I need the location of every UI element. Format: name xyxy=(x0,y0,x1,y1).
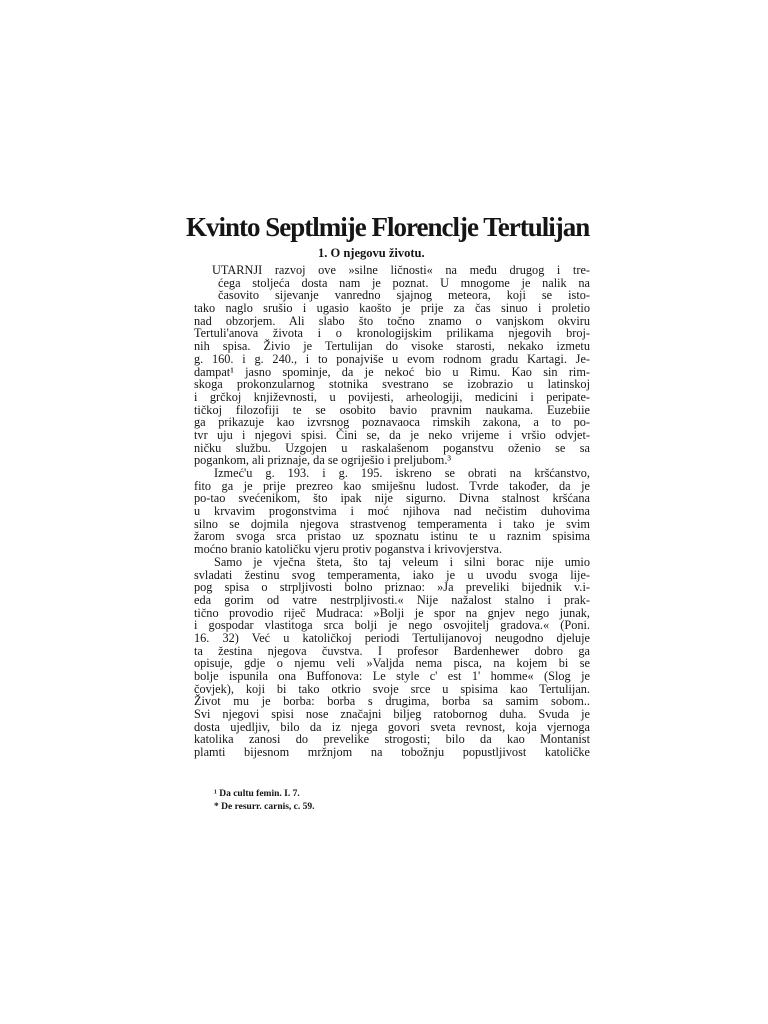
text-line: Život mu je borba: borba s drugima, borba sa samim sobom.. xyxy=(194,694,590,709)
text-line: čovjek), koji bi tako otkrio svoje srce u spisima kao Tertulijan. xyxy=(194,681,590,696)
text-line: eda gorim od vatre nestrpljivosti.« Nije nažalost stalno i prak- xyxy=(194,592,590,607)
text-line: Izmeć'u g. 193. i g. 195. iskreno se obrati na kršćanstvo, xyxy=(214,466,590,480)
text-line: i grčkoj književnosti, u povijesti, arheologiji, medicini i peripate- xyxy=(194,389,590,404)
text-line: Svi njegovi spisi nose značajni biljeg ratobornog duha. Svuda je xyxy=(194,707,590,722)
text-line: silno se dojmila njegova strastvenog temperamenta i tako je svim xyxy=(194,516,590,531)
text-line: ničku službu. Uzgojen u raskalašenom poganstvu oženio se sa xyxy=(194,440,590,455)
body-text xyxy=(194,264,590,759)
footnote: * De resurr. carnis, c. 59. xyxy=(214,802,315,812)
text-line: Tertuli'anova života i o kronologijskim prilikama njegovih broj- xyxy=(194,326,590,341)
text-line: katolika zanosi do prevelike strogosti; bilo da kao Montanist xyxy=(194,732,590,747)
text-line: Samo je vječna šteta, što taj veleum i silni borac nije umio xyxy=(214,554,590,569)
text-line: bolje ispunila ona Buffonova: Le style c' est 1' homme« (Slog je xyxy=(194,669,590,683)
text-line: pogankom, ali priznaje, da se ogriješio i preljubom.³ xyxy=(194,453,452,468)
text-line: tičkoj filozofiji te se osobito bavio pravnim naukama. Euzebiie xyxy=(194,402,590,417)
footnote: ¹ Da cultu femin. I. 7. xyxy=(214,789,300,799)
text-line: dosta ujedljiv, bilo da iz njega govori sveta revnost, koja vjernoga xyxy=(194,719,590,734)
text-line: fito ga je prije prezreo kao smiješnu ludost. Tvrde također, da je xyxy=(194,478,590,493)
text-line: tvr uju i njegovi spisi. Čini se, da je neko vrijeme i vršio odvjet- xyxy=(194,427,590,442)
text-line: tako naglo srušio i ugasio kaošto je prije za čas sinuo i proletio xyxy=(194,301,590,316)
text-line: žarom svoga srca pristao uz spoznatu istinu te u raznim spisima xyxy=(194,529,590,544)
text-line: u krvavim progonstvima i moć njihova nad nečistim duhovima xyxy=(194,504,590,519)
text-line: skoga prokonzularnog stotnika svestrano se izobrazio u latinskoj xyxy=(194,377,590,392)
text-line: moćno branio katoličku vjeru protiv poganstva i krivovjerstva. xyxy=(194,542,503,557)
text-line: po-tao svećenikom, što ipak nije sigurno. Divna stalnost kršćana xyxy=(194,491,590,506)
text-line: ta žestina njegova čuvstva. I profesor Bardenhewer dobro ga xyxy=(194,643,590,658)
text-line: ćega stoljeća dosta nam je poznat. U mnogome je nalik na xyxy=(218,275,590,290)
text-line: pog spisa o strpljivosti bolno priznao: »Ja preveliki bijednik v.i- xyxy=(194,580,590,595)
text-line: nih spisa. Živio je Tertulijan do visoke starosti, nekako izmetu xyxy=(194,339,590,354)
text-line: plamti bijesnom mržnjom na tobožnju popustljivost katoličke xyxy=(194,745,590,760)
text-line: časovito sijevanje vanredno sjajnog meteora, koji se isto- xyxy=(218,288,590,303)
text-line: svladati žestinu svog temperamenta, iako je u uvodu svoga lije- xyxy=(194,567,590,582)
text-line: opisuje, gdje o njemu veli »Valjda nema pisca, na kojem bi se xyxy=(194,656,590,671)
text-line: dampat¹ jasno spominje, da je nekoć bio u Rimu. Kao sin rim- xyxy=(194,364,590,379)
text-line: UTARNJI razvoj ove »silne ličnosti« na među drugog i tre- xyxy=(212,263,590,277)
text-line: ga prikazuje kao izvrsnog poznavaoca rimskih zakona, a to po- xyxy=(194,415,590,430)
footnotes xyxy=(214,788,514,814)
document-title: Kvinto Septlmije Florenclje Tertulijan xyxy=(186,212,590,242)
text-line: i gospodar vlastitoga srca bolji je nego osvojitelj gradova.« (Poni. xyxy=(194,618,590,633)
text-line: 16. 32) Već u katoličkoj periodi Tertulijanovoj neugodno djeluje xyxy=(194,630,590,645)
text-line: g. 160. i g. 240., i to ponajviše u evom rodnom gradu Kartagi. Je- xyxy=(194,351,590,366)
text-line: tično provodio riječ Mudraca: »Bolji je spor na gnjev nego junak, xyxy=(194,605,590,620)
section-heading: 1. O njegovu životu. xyxy=(318,246,425,260)
text-line: nad obzorjem. Ali slabo što točno znamo o vanjskom okviru xyxy=(194,313,590,328)
